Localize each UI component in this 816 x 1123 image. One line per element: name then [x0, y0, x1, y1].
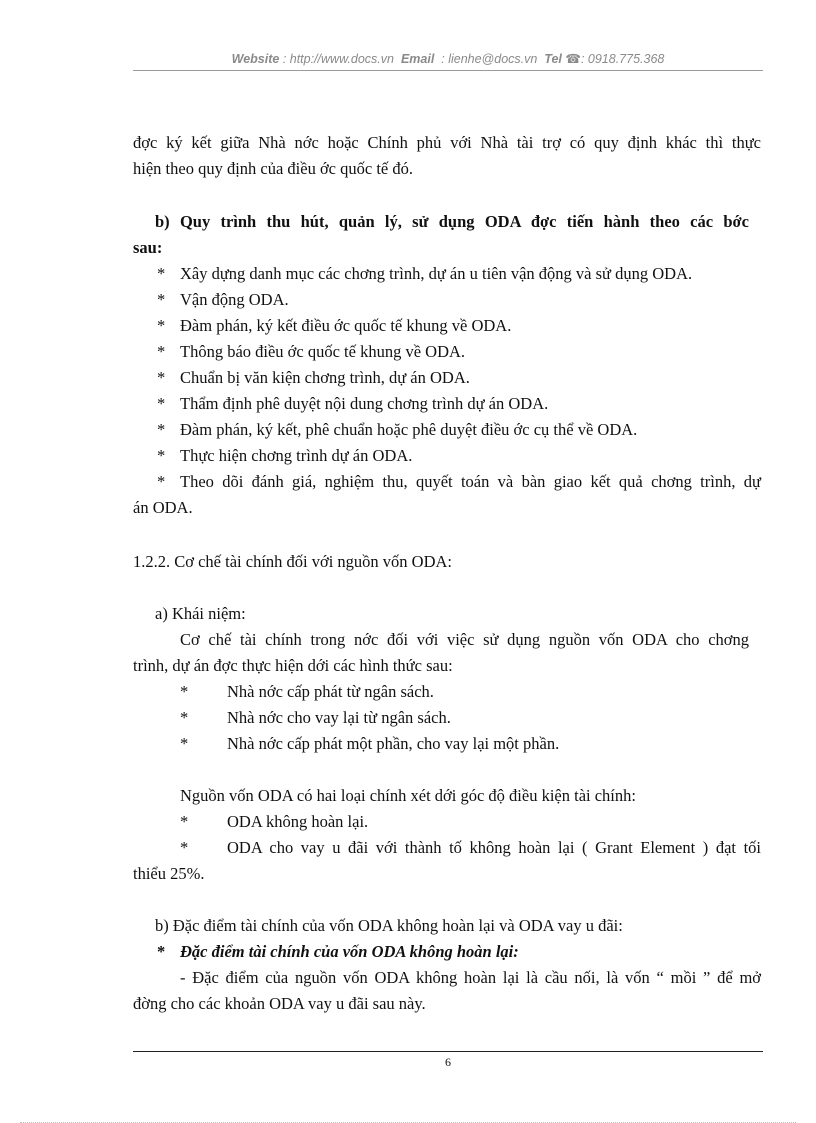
email-value: : lienhe@docs.vn	[441, 52, 538, 66]
list-item: Nhà nớc cho vay lại từ ngân sách.	[227, 708, 451, 727]
bullet-star: *	[180, 682, 189, 701]
list-item: Đàm phán, ký kết điều ớc quốc tế khung về ODA.	[180, 316, 512, 335]
list-item: Nhà nớc cấp phát từ ngân sách.	[227, 682, 434, 701]
tel-label: Tel	[544, 52, 562, 66]
website-label: Website	[231, 52, 280, 66]
paragraph-line: Nguồn vốn ODA có hai loại chính xét dới góc độ điều kiện tài chính:	[180, 786, 636, 805]
bullet-star: *	[157, 316, 166, 335]
bullet-star: *	[157, 264, 166, 283]
bullet-star: *	[157, 368, 166, 387]
paragraph-line: hiện theo quy định của điều ớc quốc tế đó.	[133, 159, 413, 178]
paragraph-line: đợc ký kết giữa Nhà nớc hoặc Chính phủ với Nhà tài trợ có quy định khác thì thực	[133, 133, 761, 152]
paragraph-line: Cơ chế tài chính trong nớc đối với việc sử dụng nguồn vốn ODA cho chơng	[180, 630, 749, 649]
list-item: Thực hiện chơng trình dự án ODA.	[180, 446, 413, 465]
bullet-star: *	[180, 708, 189, 727]
tel-value: : 0918.775.368	[580, 52, 665, 66]
list-item: Theo dõi đánh giá, nghiệm thu, quyết toán và bàn giao kết quả chơng trình, dự	[180, 472, 761, 491]
phone-icon: ☎	[565, 52, 581, 66]
list-item-cont: thiểu 25%.	[133, 864, 205, 883]
paragraph-line: - Đặc điểm của nguồn vốn ODA không hoàn lại là cầu nối, là vốn “ mồi ” để mở	[180, 968, 761, 987]
email-label: Email	[400, 52, 435, 66]
bullet-star: *	[157, 342, 166, 361]
section-b-heading: b) Quy trình thu hút, quản lý, sử dụng ODA đợc tiến hành theo các bớc	[155, 212, 749, 231]
section-b-heading-cont: sau:	[133, 238, 163, 257]
list-item: ODA không hoàn lại.	[227, 812, 369, 831]
section-heading: 1.2.2. Cơ chế tài chính đối với nguồn vốn ODA:	[133, 552, 453, 571]
bullet-star: *	[157, 290, 166, 309]
bullet-star: *	[157, 942, 166, 961]
paragraph-line: đờng cho các khoản ODA vay u đãi sau này.	[133, 994, 426, 1013]
bullet-star: *	[157, 472, 166, 491]
list-item: ODA cho vay u đãi với thành tố không hoàn lại ( Grant Element ) đạt tối	[227, 838, 761, 857]
list-item: Nhà nớc cấp phát một phần, cho vay lại một phần.	[227, 734, 560, 753]
header-rule	[133, 70, 763, 71]
list-item: Xây dựng danh mục các chơng trình, dự án u tiên vận động và sử dụng ODA.	[180, 264, 693, 283]
list-item: Chuẩn bị văn kiện chơng trình, dự án ODA.	[180, 368, 470, 387]
subsection-b-heading: b) Đặc điểm tài chính của vốn ODA không hoàn lại và ODA vay u đãi:	[155, 916, 623, 935]
bullet-star: *	[157, 394, 166, 413]
subheading-italic: Đặc điểm tài chính của vốn ODA không hoàn lại:	[180, 942, 519, 961]
website-value: : http://www.docs.vn	[282, 52, 394, 66]
page-number: 6	[445, 1055, 451, 1069]
bullet-star: *	[180, 838, 189, 857]
list-item: Vận động ODA.	[180, 290, 289, 309]
subsection-a-heading: a) Khái niệm:	[155, 604, 246, 623]
bullet-star: *	[157, 420, 166, 439]
list-item-cont: án ODA.	[133, 498, 193, 517]
bullet-star: *	[180, 812, 189, 831]
list-item: Thẩm định phê duyệt nội dung chơng trình dự án ODA.	[180, 394, 549, 413]
paragraph-line: trình, dự án đợc thực hiện dới các hình thức sau:	[133, 656, 453, 675]
list-item: Thông báo điều ớc quốc tế khung về ODA.	[180, 342, 466, 361]
bullet-star: *	[157, 446, 166, 465]
footer-rule	[133, 1051, 763, 1052]
bullet-star: *	[180, 734, 189, 753]
page-header	[133, 51, 763, 66]
list-item: Đàm phán, ký kết, phê chuẩn hoặc phê duyệt điều ớc cụ thể về ODA.	[180, 420, 638, 439]
